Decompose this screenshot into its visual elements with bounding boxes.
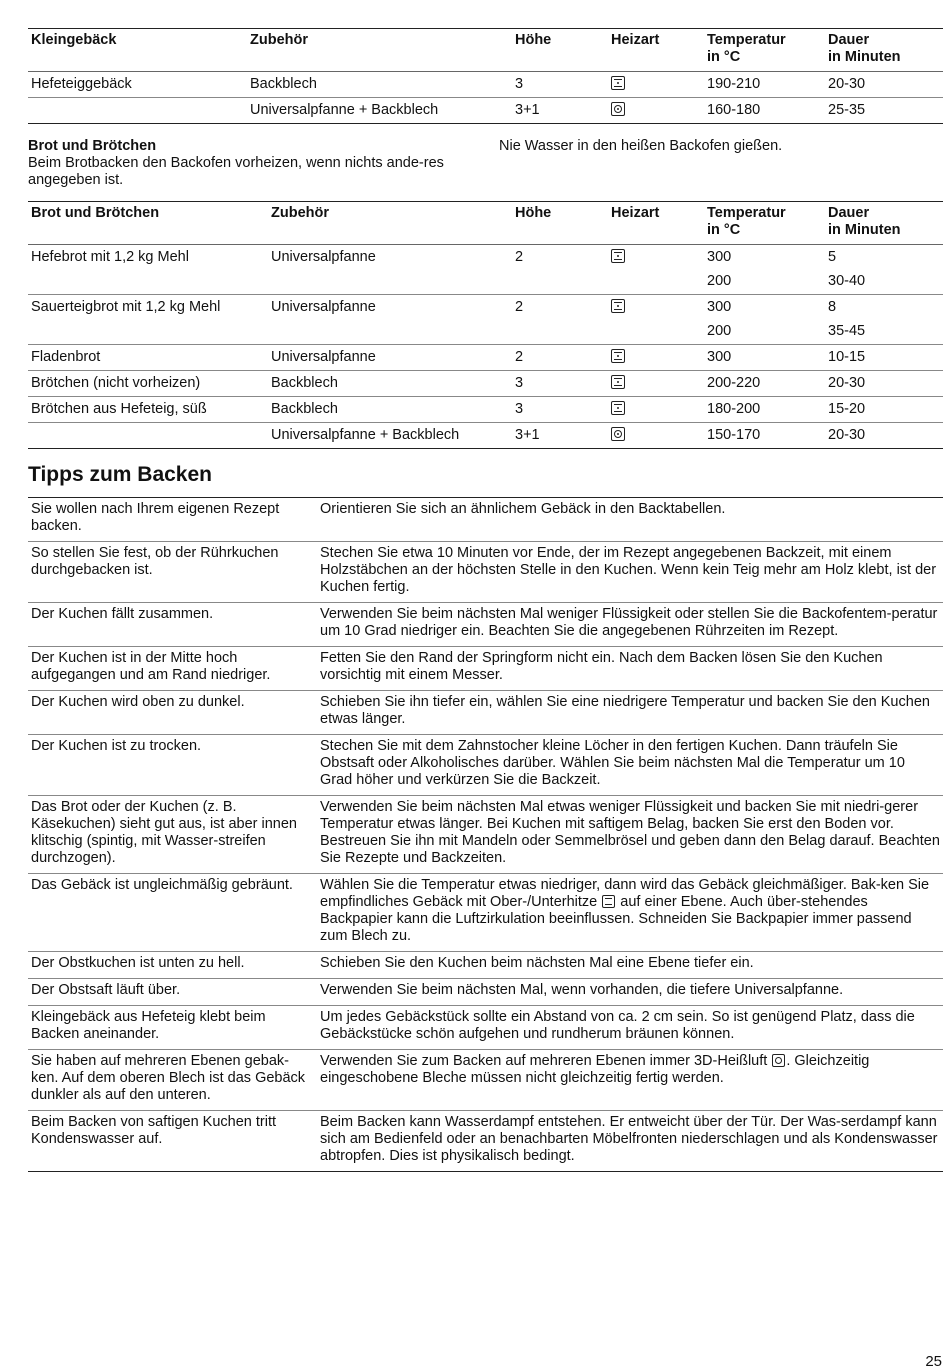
brot-intro-note: Nie Wasser in den heißen Backofen gießen. (499, 138, 783, 154)
table-row (28, 874, 943, 952)
cell-name: Hefebrot mit 1,2 kg Mehl (31, 249, 189, 265)
brot-table (28, 201, 943, 449)
page (28, 28, 943, 1172)
tip-solution: Orientieren Sie sich an ähnlichem Gebäck in den Backtabellen. (320, 501, 726, 517)
cell-temp: 150-170 (707, 427, 761, 443)
cell-zubehoer: Backblech (271, 401, 338, 417)
cell-dauer: 20-30 (828, 427, 866, 443)
ober-unterhitze-icon (611, 249, 625, 263)
col-header-heizart: Heizart (611, 205, 660, 221)
cell-heizart (608, 98, 704, 124)
tip-problem: Beim Backen von saftigen Kuchen tritt Kondenswasser auf. (31, 1114, 277, 1147)
cell-temp: 180-200 (707, 401, 761, 417)
3d-heissluft-icon (611, 102, 625, 116)
tip-solution: Schieben Sie ihn tiefer ein, wählen Sie eine niedrigere Temperatur und backen Sie den Kuchen etwas länger. (320, 694, 930, 727)
cell-temp: 300 (707, 349, 732, 365)
tip-solution: Um jedes Gebäckstück sollte ein Abstand von ca. 2 cm sein. So ist genügend Platz, dass die Gebäckstücke schön aufgehen und rundherum bräunen können. (320, 1009, 915, 1042)
cell-heizart (608, 371, 704, 397)
cell-heizart (608, 345, 704, 371)
table-row (28, 423, 943, 449)
tip-solution: Verwenden Sie zum Backen auf mehreren Ebenen immer 3D-Heißluft . Gleichzeitig eingeschobene Bleche müssen nicht gleichzeitig fertig werden. (320, 1053, 870, 1086)
tip-problem: Der Obstsaft läuft über. (31, 982, 181, 998)
cell-dauer: 5 30-40 (828, 249, 866, 289)
cell-heizart (608, 245, 704, 295)
cell-hoehe: 3+1 (515, 427, 540, 443)
cell-zubehoer: Universalpfanne (271, 249, 376, 265)
ober-unterhitze-icon (611, 401, 625, 415)
cell-zubehoer: Universalpfanne + Backblech (271, 427, 460, 443)
cell-hoehe: 3 (515, 375, 524, 391)
tip-problem: Der Kuchen fällt zusammen. (31, 606, 214, 622)
table-header-row (28, 202, 943, 245)
cell-zubehoer: Backblech (250, 76, 317, 92)
cell-hoehe: 3+1 (515, 102, 540, 118)
cell-hoehe: 3 (515, 401, 524, 417)
tip-problem: Der Kuchen wird oben zu dunkel. (31, 694, 245, 710)
table-row (28, 952, 943, 979)
tip-solution: Stechen Sie etwa 10 Minuten vor Ende, der im Rezept angegebenen Backzeit, mit einem Holzstäbchen an der höchsten Stelle in den Kuchen. Wenn kein Teig mehr am Holz klebt, ist der Kuchen fertig. (320, 545, 937, 595)
ober-unterhitze-icon (611, 349, 625, 363)
section-title: Tipps zum Backen (28, 463, 212, 486)
cell-hoehe: 3 (515, 76, 524, 92)
tip-problem: Sie wollen nach Ihrem eigenen Rezept backen. (31, 501, 280, 534)
cell-zubehoer: Universalpfanne (271, 349, 376, 365)
col-header-hoehe: Höhe (515, 205, 552, 221)
tip-problem: Das Brot oder der Kuchen (z. B. Käsekuchen) sieht gut aus, ist aber innen klitschig (spintig, mit Wasser-streifen durchzogen). (31, 799, 297, 866)
col-header-temperatur: Temperatur in °C (707, 32, 786, 65)
3d-heissluft-icon (611, 427, 625, 441)
col-header-heizart: Heizart (611, 32, 660, 48)
table-row (28, 1111, 943, 1172)
tip-solution: Schieben Sie den Kuchen beim nächsten Mal eine Ebene tiefer ein. (320, 955, 754, 971)
col-header-name: Brot und Brötchen (31, 205, 160, 221)
table-row (28, 796, 943, 874)
cell-dauer: 15-20 (828, 401, 866, 417)
tip-solution: Fetten Sie den Rand der Springform nicht ein. Nach dem Backen lösen Sie den Kuchen vorsichtig mit einem Messer. (320, 650, 883, 683)
cell-temp: 300 200 (707, 249, 732, 289)
ober-unterhitze-icon (611, 76, 625, 90)
cell-dauer: 10-15 (828, 349, 866, 365)
cell-dauer: 8 35-45 (828, 299, 866, 339)
brot-intro (28, 138, 943, 189)
tip-problem: Kleingebäck aus Hefeteig klebt beim Backen aneinander. (31, 1009, 266, 1042)
cell-temp: 200-220 (707, 375, 761, 391)
brot-intro-title: Brot und Brötchen (28, 138, 157, 154)
brot-intro-text: Beim Brotbacken den Backofen vorheizen, wenn nichts ande-res angegeben ist. (28, 155, 444, 188)
table-row (28, 542, 943, 603)
cell-name: Sauerteigbrot mit 1,2 kg Mehl (31, 299, 221, 315)
cell-name: Hefeteiggebäck (31, 76, 132, 92)
cell-temp: 300 200 (707, 299, 732, 339)
tip-solution: Verwenden Sie beim nächsten Mal weniger Flüssigkeit oder stellen Sie die Backofentem-peratur um 10 Grad niedriger ein. Beachten Sie die angegebenen Rührzeiten im Rezept. (320, 606, 938, 639)
cell-name (28, 423, 268, 449)
tip-problem: So stellen Sie fest, ob der Rührkuchen durchgebacken ist. (31, 545, 279, 578)
table-row (28, 345, 943, 371)
col-header-hoehe: Höhe (515, 32, 552, 48)
cell-temp: 190-210 (707, 76, 761, 92)
table-row (28, 245, 943, 295)
tip-problem: Der Obstkuchen ist unten zu hell. (31, 955, 245, 971)
tip-problem: Sie haben auf mehreren Ebenen gebak-ken. Auf dem oberen Blech ist das Gebäck dunkler als auf den unteren. (31, 1053, 306, 1103)
col-header-dauer: Dauer in Minuten (828, 32, 901, 65)
col-header-zubehoer: Zubehör (250, 32, 308, 48)
table-row (28, 98, 943, 124)
cell-name: Brötchen (nicht vorheizen) (31, 375, 201, 391)
tip-problem: Der Kuchen ist in der Mitte hoch aufgegangen und am Rand niedriger. (31, 650, 271, 683)
table-row (28, 735, 943, 796)
table-row (28, 295, 943, 345)
table-row (28, 498, 943, 542)
cell-dauer: 20-30 (828, 375, 866, 391)
cell-zubehoer: Backblech (271, 375, 338, 391)
ober-unterhitze-icon (611, 299, 625, 313)
cell-temp: 160-180 (707, 102, 761, 118)
col-header-temperatur: Temperatur in °C (707, 205, 786, 238)
cell-dauer: 20-30 (828, 76, 866, 92)
cell-name: Brötchen aus Hefeteig, süß (31, 401, 207, 417)
cell-dauer: 25-35 (828, 102, 866, 118)
cell-hoehe: 2 (515, 249, 524, 265)
col-header-dauer: Dauer in Minuten (828, 205, 901, 238)
table-row (28, 979, 943, 1006)
cell-hoehe: 2 (515, 349, 524, 365)
3d-heissluft-icon (772, 1054, 785, 1067)
ober-unterhitze-icon (611, 375, 625, 389)
cell-heizart (608, 295, 704, 345)
cell-heizart (608, 423, 704, 449)
tip-solution: Verwenden Sie beim nächsten Mal etwas weniger Flüssigkeit und backen Sie mit niedri-gerer Temperatur etwas länger. Bei Kuchen mit saftigem Belag, backen Sie erst den Boden vor. Bestreuen Sie ihn mit Mandeln oder Semmelbrösel und geben dann den Belag darauf. Beachten Sie Rezepte und Backzeiten. (320, 799, 940, 866)
cell-name (28, 98, 247, 124)
table-row (28, 371, 943, 397)
table-row (28, 72, 943, 98)
kleingebaeck-table (28, 28, 943, 124)
tip-solution: Stechen Sie mit dem Zahnstocher kleine Löcher in den fertigen Kuchen. Dann träufeln Sie Obstsaft oder Alkoholisches darüber. Wählen Sie beim nächsten Mal die Temperatur um 10 Grad höher und verkürzen Sie die Backzeit. (320, 738, 905, 788)
tip-problem: Der Kuchen ist zu trocken. (31, 738, 202, 754)
tip-problem: Das Gebäck ist ungleichmäßig gebräunt. (31, 877, 293, 893)
tip-solution: Wählen Sie die Temperatur etwas niedriger, dann wird das Gebäck gleichmäßiger. Bak-ken Sie empfindliches Gebäck mit Ober-/Unterhitze auf einer Ebene. Auch über-stehendes Backpapier kann die Luftzirkulation beeinflussen. Schneiden Sie Backpapier immer passend zum Blech zu. (320, 877, 930, 944)
cell-heizart (608, 72, 704, 98)
ober-unterhitze-icon (602, 895, 615, 908)
cell-heizart (608, 397, 704, 423)
cell-zubehoer: Universalpfanne (271, 299, 376, 315)
tip-solution: Beim Backen kann Wasserdampf entstehen. Er entweicht über der Tür. Der Was-serdampf kann sich am Bedienfeld oder an benachbarten Möbelfronten niederschlagen und als Kondenswasser abtropfen. Dies ist physikalisch bedingt. (320, 1114, 938, 1164)
table-row (28, 397, 943, 423)
page-number: 25 (925, 1353, 942, 1370)
table-row (28, 603, 943, 647)
table-row (28, 1050, 943, 1111)
col-header-name: Kleingebäck (31, 32, 117, 48)
tipps-table (28, 497, 943, 1172)
table-header-row (28, 29, 943, 72)
cell-hoehe: 2 (515, 299, 524, 315)
cell-name: Fladenbrot (31, 349, 101, 365)
cell-zubehoer: Universalpfanne + Backblech (250, 102, 439, 118)
table-row (28, 1006, 943, 1050)
table-row (28, 647, 943, 691)
tip-solution: Verwenden Sie beim nächsten Mal, wenn vorhanden, die tiefere Universalpfanne. (320, 982, 844, 998)
table-row (28, 691, 943, 735)
col-header-zubehoer: Zubehör (271, 205, 329, 221)
